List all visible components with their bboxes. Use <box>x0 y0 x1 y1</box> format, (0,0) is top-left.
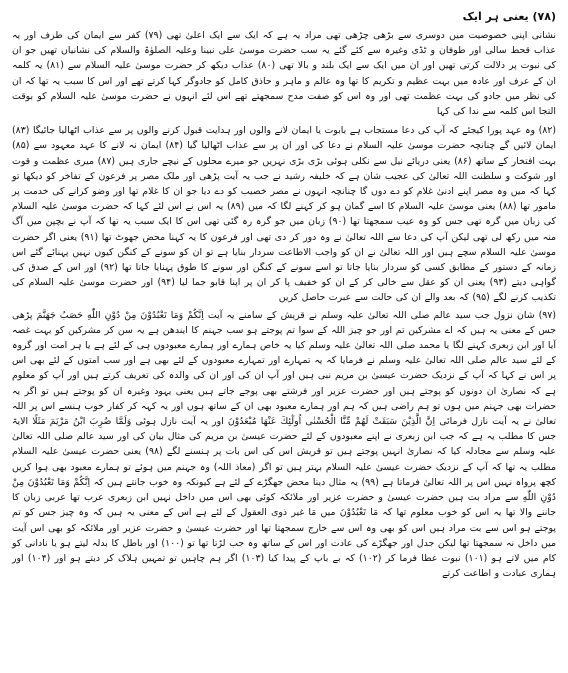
commentary-text: (۸۲) وہ عہد پورا کیجئے کہ آپ کی دعا مستجاب ہے بابوت یا ایمان لانے والوں اور ہدایت قبول کرنے والوں پر سے عذاب اٹھالیا جائیگا (۸۳) ایمان لائیں گے چنانچہ حضرت موسیٰ علیہ السلام نے دعا کی اور ان پر سے عذاب اٹھالیا گیا (۸۴) ایمان نہ لانے کا عہد معہود سے (۸۵) بہت افتخار کے ساتھ (۸۶) یعنی دریائے نیل سے نکلی ہوئی بڑی بڑی نہریں جو میرے محلوں کے نیچے جاری ہیں (۸۷) میری عظمت و قوت اور شوکت و سلطنت اللہ تعالیٰ کی عجیب شان ہے کہ خلیفہ رشید نے جب یہ آیت پڑھی اور ملک مصر پر فرعون کے تفاخر کو دیکھا تو کہا کہ میں وہ مصر اپنے ادنیٰ غلام کو دے دوں گا چنانچہ انہوں نے مصر خصیب کو دے دیا جو ان کا غلام تھا اور وضو کرانے کی خدمت پر مامور تھا (۸۸) یعنی موسیٰ علیہ السلام کا اسے گمان ہو کر کہنے لگا کہ میں (۸۹) یہ اس نے اس لئے کہا کہ حضرت موسیٰ علیہ السلام کی زبان میں گرہ تھی جس کو وہ عیب سمجھتا تھا (۹۰) زبان میں جو گرہ رہ گئی تھی اس کا ایک سبب یہ تھا کہ آپ نے بچپن میں آگ منہ میں رکھ لی تھی لیکن آپ کی دعا سے اللہ تعالیٰ نے وہ دور کر دی تھی اور فرعون کا یہ کہنا محض جھوٹ تھا (۹۱) یعنی اگر حضرت موسیٰ علیہ السلام سچے ہیں اور اللہ تعالیٰ نے ان کو واجب الاطاعت سردار بنایا ہے تو ان کو سونے کے کنگن کیوں نہیں پہنائے گئے اس زمانہ کے دستور کے مطابق کسی کو سردار بنایا جاتا تو اسے سونے کے کنگن اور سونے کا طوق پہنایا جاتا تھا (۹۲) اور اس کے صدق کی گواہی دیتے (۹۳) یعنی ان کو عقل سے خالی کر کے ان کو خفیف پا کر ان پر اپنا قابو جما لیا (۹۴) اور حضرت موسیٰ علیہ السلام کی تکذیب کرنے لگے (۹۵) کہ بعد والے ان کی حالت سے عبرت حاصل کریں <box>12 125 557 304</box>
commentary-block-notes-82-96 <box>12 123 556 305</box>
commentary-block-notes-97-103 <box>12 308 556 582</box>
commentary-text: (۹۷) شان نزول جب سید عالم صلی اللہ تعالیٰ علیہ وسلم نے قریش کے سامنے یہ آیت اِنَّكُمْ وَمَا تَعْبُدُوْنَ مِنْ دُوْنِ اللّٰهِ حَصَبُ جَهَنَّمَ پڑھی جس کے معنی یہ ہیں کہ اے مشرکین تم اور جو چیز اللہ کے سوا تم پوجتے ہو سب جہنم کا ایندھن ہے یہ سن کر مشرکین کو بہت غصہ آیا اور ابن زبعری کہنے لگا یا محمد صلی اللہ تعالیٰ علیہ وسلم کیا یہ خاص ہمارے اور ہمارے معبودوں ہی کے لئے ہے یا ہر امت اور گروہ کے لئے سید عالم صلی اللہ تعالیٰ علیہ وسلم نے فرمایا کہ یہ تمہارے اور تمہارے معبودوں کے لئے بھی ہے اور سب امتوں کے لئے بھی اس پر اس نے کہا کہ آپ کے نزدیک حضرت عیسیٰ بن مریم نبی ہیں اور آپ ان کی اور ان کی والدہ کی تعریف کرتے ہیں اور آپ کو معلوم ہے کہ نصاریٰ ان دونوں کو پوجتے ہیں اور حضرت عزیر اور فرشتے بھی پوجے جاتے ہیں یعنی یہود وغیرہ ان کو پوجتے ہیں تو اگر یہ حضرات بھی جہنم میں ہوں تو ہم راضی ہیں کہ ہم اور ہمارے معبود بھی ان کے ساتھ ہوں اور یہ کہہ کر کفار خوب ہنسے اس پر اللہ تعالیٰ نے یہ آیت نازل فرمائی اِنَّ الَّذِيْنَ سَبَقَتْ لَهُمْ مِّنَّا الْحُسْنٰى اُولٰٓئِكَ عَنْهَا مُبْعَدُوْنَ اور یہ آیت نازل ہوئی وَلَمَّا ضُرِبَ ابْنُ مَرْيَمَ مَثَلًا الایۃ جس کا مطلب یہ ہے کہ جب ابن زبعری نے اپنے معبودوں کے لئے حضرت عیسیٰ بن مریم کی مثال بیان کی اور سید عالم صلی اللہ تعالیٰ علیہ وسلم سے مجادلہ کیا کہ نصاریٰ انہیں پوجتے ہیں تو قریش اس کی اس بات پر ہنسنے لگے (۹۸) یعنی حضرت عیسیٰ علیہ السلام مطلب یہ تھا کہ آپ کے نزدیک حضرت عیسیٰ علیہ السلام بہتر ہیں تو اگر (معاذ اللہ) وہ جہنم میں ہوئے تو ہمارے معبود بھی ہوا کریں کچھ پرواہ نہیں اس پر اللہ تعالیٰ فرماتا ہے (۹۹) یہ مثال دینا محض جھگڑے کے لئے ہے کیونکہ وہ خوب جانتے ہیں کہ اِنَّكُمْ وَمَا تَعْبُدُوْنَ مِنْ دُوْنِ اللّٰهِ سے مراد بت ہیں حضرت عیسیٰ و حضرت عزیر اور ملائکہ کوئی بھی اس میں داخل نہیں ابن زبعری عرب تھا عربی زبان کا جاننے والا تھا یہ اس کو خوب معلوم تھا کہ مَا تَعْبُدُوْنَ میں مَا غیر ذوی العقول کے لئے ہے اس کے معنی یہ ہیں کہ وہ چیز جس کو تم پوجتے ہو اس سے بت مراد ہیں اس کو بھی وہ اس سے خارج سمجھتا تھا اور حضرت عیسیٰ و حضرت عزیر اور ملائکہ کو بھی اس آیت میں داخل نہ سمجھتا تھا لیکن جدل اور جھگڑے کی عادت اور اس کے ساتھ وہ جب لڑتا تھا تو (۱۰۰) اور باطل کا بدلہ لیتے ہو یا نادانی کو کام میں لاتے ہو (۱۰۱) نبوت عطا فرما کر (۱۰۲) کہ بے باپ کے پیدا کیا (۱۰۳) اگر ہم چاہیں تو تمہیں ہلاک کر دیتے ہو اور (۱۰۴) اور ہماری عبادت و اطاعت کرتے <box>12 309 556 580</box>
page-header: (۷۸) یعنی ہر ایک <box>462 10 556 23</box>
commentary-text: نشانی اپنی خصوصیت میں دوسری سے بڑھی چڑھی تھی مراد یہ ہے کہ ایک سے ایک اعلیٰ تھی (۷۹) کفر سے ایمان کی طرف اور یہ عذاب قحط سالی اور طوفان و ٹڈی وغیرہ سے کئے گئے یہ سب حضرت موسیٰ علی نبینا وعلیہ الصلوٰۃ والسلام کی نشانیاں تھیں جو ان کی نبوت پر دلالت کرتی تھیں اور ان میں ایک سے ایک بلند و بالا تھی (۸۰) عذاب دیکھ کر حضرت موسیٰ علیہ السلام سے (۸۱) یہ کلمہ ان کے عرف اور عادہ میں بہت عظیم و تکریم کا تھا وہ عالم و ماہر و حاذق کامل کو جادوگر کہا کرتے تھے اور اس کا سبب یہ تھا کہ ان کی نظر میں جادو کی بہت عظمت تھی اور وہ اس کو صفت مدح سمجھتے تھے اس لئے انہوں نے حضرت موسیٰ علیہ السلام کو بوقت التجا اس کلمہ سے ندا کی کہا <box>12 30 556 118</box>
commentary-block-intro <box>12 28 556 119</box>
